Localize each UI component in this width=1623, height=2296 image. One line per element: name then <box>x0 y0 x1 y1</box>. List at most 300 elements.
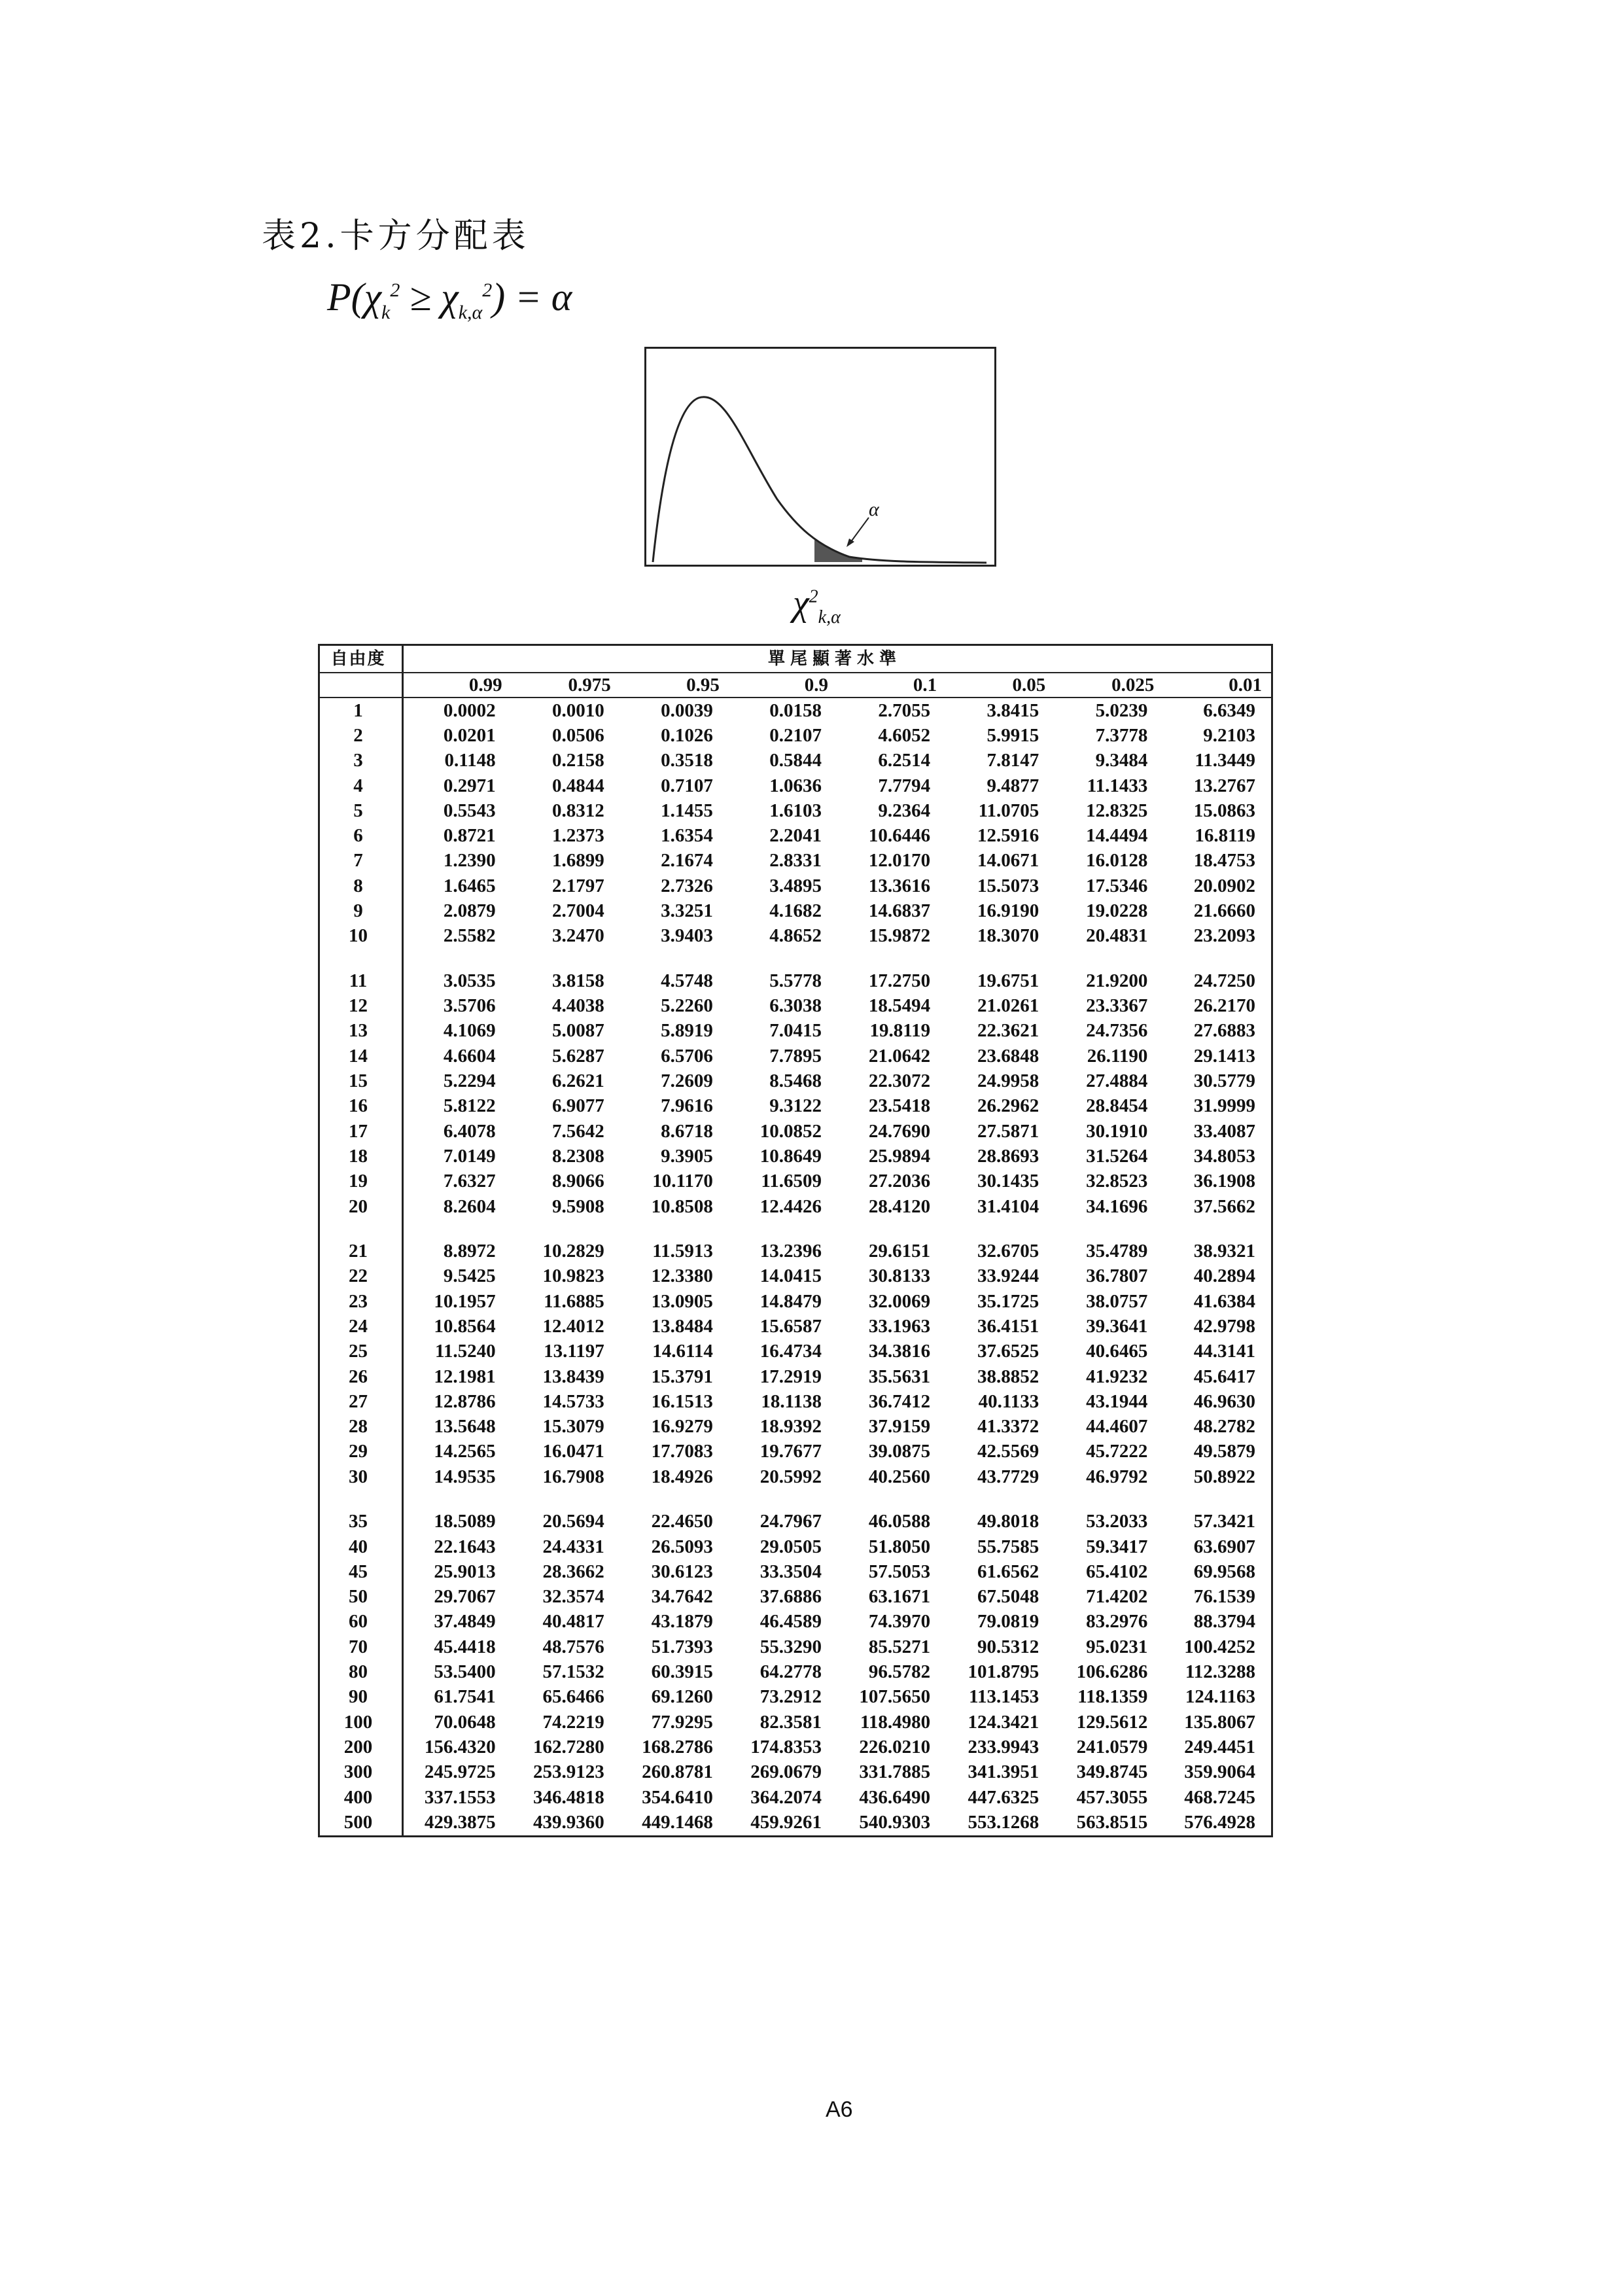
df-cell: 17 <box>319 1119 403 1144</box>
table-row <box>319 849 1272 874</box>
value-cell: 2.8331 <box>769 850 822 872</box>
table-row <box>319 1534 1272 1559</box>
critical-sub: k,α <box>818 607 841 628</box>
value-cell: 4.1682 <box>769 900 822 922</box>
value-cell: 24.4331 <box>542 1536 604 1557</box>
table-row <box>319 1415 1272 1439</box>
value-cell: 8.5468 <box>769 1070 822 1092</box>
value-cell: 13.2396 <box>759 1241 822 1262</box>
value-cell: 7.3778 <box>1095 724 1148 746</box>
value-cell: 9.2364 <box>878 800 931 821</box>
value-cell: 28.8454 <box>1086 1095 1148 1117</box>
value-cell: 3.8415 <box>986 699 1039 721</box>
table-row <box>319 1094 1272 1119</box>
value-cell: 30.6123 <box>651 1561 713 1582</box>
value-cell: 9.3484 <box>1095 750 1148 771</box>
value-cell: 5.8919 <box>661 1020 713 1042</box>
value-cell: 33.9244 <box>977 1265 1039 1287</box>
value-cell: 156.4320 <box>424 1736 496 1757</box>
value-cell: 16.8119 <box>1195 825 1255 847</box>
table-row <box>319 994 1272 1019</box>
value-cell: 16.4734 <box>759 1341 822 1362</box>
value-cell: 14.8479 <box>759 1290 822 1312</box>
table-body <box>319 698 1272 1837</box>
value-cell: 10.0852 <box>759 1120 822 1142</box>
value-cell: 40.2894 <box>1193 1265 1255 1287</box>
value-cell: 43.1879 <box>651 1611 713 1633</box>
value-cell: 21.6660 <box>1193 900 1255 922</box>
value-cell: 29.1413 <box>1193 1045 1255 1067</box>
value-cell: 36.7807 <box>1086 1265 1148 1287</box>
df-cell: 23 <box>319 1289 403 1314</box>
value-cell: 9.2103 <box>1203 724 1255 746</box>
value-cell: 24.7690 <box>868 1120 931 1142</box>
value-cell: 40.4817 <box>542 1611 604 1633</box>
density-curve-plot <box>646 349 994 565</box>
value-cell: 540.9303 <box>859 1812 931 1833</box>
value-cell: 0.7107 <box>661 775 713 796</box>
value-cell: 74.3970 <box>868 1611 931 1633</box>
value-cell: 12.0170 <box>868 850 931 872</box>
value-cell: 77.9295 <box>651 1711 713 1733</box>
level-header: 0.9 <box>729 673 837 698</box>
spacer-cell <box>403 1489 1272 1509</box>
value-cell: 14.9535 <box>434 1466 496 1487</box>
table-row <box>319 1659 1272 1684</box>
table-row <box>319 723 1272 748</box>
value-cell: 563.8515 <box>1076 1812 1148 1833</box>
value-cell: 42.5569 <box>977 1441 1039 1462</box>
value-cell: 45.4418 <box>434 1636 496 1657</box>
value-cell: 26.2962 <box>977 1095 1039 1117</box>
value-cell: 82.3581 <box>759 1711 822 1733</box>
value-cell: 18.5494 <box>868 995 931 1017</box>
spacer-cell <box>319 949 403 968</box>
value-cell: 70.0648 <box>434 1711 496 1733</box>
df-cell: 27 <box>319 1389 403 1414</box>
value-cell: 5.0087 <box>552 1020 604 1042</box>
value-cell: 24.7967 <box>759 1511 822 1532</box>
df-cell: 400 <box>319 1785 403 1810</box>
value-cell: 112.3288 <box>1185 1661 1255 1683</box>
df-header: 自由度 <box>319 645 403 673</box>
value-cell: 16.1513 <box>651 1390 713 1412</box>
df-cell: 14 <box>319 1044 403 1069</box>
formula-sub-k: k <box>381 302 391 323</box>
value-cell: 11.1433 <box>1087 775 1148 796</box>
value-cell: 64.2778 <box>759 1661 822 1683</box>
table-row <box>319 1069 1272 1093</box>
df-cell: 35 <box>319 1510 403 1534</box>
level-header: 0.95 <box>620 673 729 698</box>
value-cell: 40.2560 <box>868 1466 931 1487</box>
value-cell: 30.1910 <box>1086 1120 1148 1142</box>
value-cell: 41.6384 <box>1193 1290 1255 1312</box>
value-cell: 0.0039 <box>661 699 713 721</box>
value-cell: 576.4928 <box>1184 1812 1255 1833</box>
df-cell: 11 <box>319 968 403 993</box>
table-row <box>319 749 1272 773</box>
critical-sup: 2 <box>809 586 818 607</box>
value-cell: 6.4078 <box>443 1120 496 1142</box>
value-cell: 1.6354 <box>661 825 713 847</box>
value-cell: 29.0505 <box>759 1536 822 1557</box>
value-cell: 65.6466 <box>542 1686 604 1708</box>
value-cell: 21.9200 <box>1086 970 1148 991</box>
df-cell: 22 <box>319 1264 403 1289</box>
value-cell: 429.3875 <box>424 1812 496 1833</box>
value-cell: 19.6751 <box>977 970 1039 991</box>
value-cell: 18.9392 <box>759 1416 822 1438</box>
density-curve <box>653 397 986 563</box>
value-cell: 260.8781 <box>642 1761 713 1783</box>
value-cell: 45.6417 <box>1193 1366 1255 1387</box>
value-cell: 11.6509 <box>761 1171 822 1192</box>
value-cell: 30.1435 <box>977 1171 1039 1192</box>
df-cell: 26 <box>319 1364 403 1389</box>
value-cell: 8.2604 <box>443 1195 496 1217</box>
value-cell: 24.9958 <box>977 1070 1039 1092</box>
value-cell: 2.5582 <box>443 925 496 947</box>
value-cell: 55.3290 <box>759 1636 822 1657</box>
value-cell: 1.2390 <box>443 850 496 872</box>
value-cell: 553.1268 <box>968 1812 1039 1833</box>
value-cell: 11.3449 <box>1195 750 1255 771</box>
value-cell: 35.1725 <box>977 1290 1039 1312</box>
value-cell: 18.5089 <box>434 1511 496 1532</box>
value-cell: 4.6604 <box>443 1045 496 1067</box>
critical-chi: χ <box>793 583 809 624</box>
value-cell: 16.7908 <box>542 1466 604 1487</box>
formula-sup-2: 2 <box>390 279 400 301</box>
value-cell: 38.9321 <box>1193 1241 1255 1262</box>
value-cell: 16.0128 <box>1086 850 1148 872</box>
df-cell: 3 <box>319 749 403 773</box>
value-cell: 113.1453 <box>969 1686 1039 1708</box>
value-cell: 359.9064 <box>1184 1761 1255 1783</box>
value-cell: 2.7004 <box>552 900 604 922</box>
value-cell: 5.2294 <box>443 1070 496 1092</box>
value-cell: 12.4012 <box>542 1315 604 1337</box>
table-row <box>319 798 1272 823</box>
value-cell: 24.7250 <box>1193 970 1255 991</box>
value-cell: 4.5748 <box>661 970 713 991</box>
df-cell: 29 <box>319 1439 403 1464</box>
value-cell: 7.7895 <box>769 1045 822 1067</box>
value-cell: 8.6718 <box>661 1120 713 1142</box>
value-cell: 65.4102 <box>1086 1561 1148 1582</box>
df-cell: 13 <box>319 1019 403 1044</box>
value-cell: 12.4426 <box>759 1195 822 1217</box>
value-cell: 16.0471 <box>542 1441 604 1462</box>
value-cell: 2.7326 <box>661 875 713 896</box>
formula-lead: P(χ <box>327 275 382 319</box>
value-cell: 13.8484 <box>651 1315 713 1337</box>
value-cell: 37.4849 <box>434 1611 496 1633</box>
value-cell: 69.9568 <box>1193 1561 1255 1582</box>
spacer-cell <box>403 1219 1272 1239</box>
value-cell: 11.0705 <box>978 800 1039 821</box>
table-row <box>319 1019 1272 1044</box>
value-cell: 51.8050 <box>868 1536 931 1557</box>
value-cell: 439.9360 <box>533 1812 604 1833</box>
value-cell: 31.9999 <box>1193 1095 1255 1117</box>
df-cell: 4 <box>319 773 403 798</box>
value-cell: 0.0506 <box>552 724 604 746</box>
value-cell: 459.9261 <box>750 1812 822 1833</box>
value-cell: 85.5271 <box>868 1636 931 1657</box>
value-cell: 174.8353 <box>750 1736 822 1757</box>
value-cell: 18.1138 <box>761 1390 822 1412</box>
value-cell: 21.0642 <box>868 1045 931 1067</box>
value-cell: 17.7083 <box>651 1441 713 1462</box>
value-cell: 1.1455 <box>661 800 713 821</box>
value-cell: 0.0158 <box>769 699 822 721</box>
df-cell: 40 <box>319 1534 403 1559</box>
table-header-row <box>319 645 1272 673</box>
value-cell: 20.4831 <box>1086 925 1148 947</box>
value-cell: 40.6465 <box>1086 1341 1148 1362</box>
value-cell: 1.2373 <box>552 825 604 847</box>
value-cell: 19.0228 <box>1086 900 1148 922</box>
value-cell: 101.8795 <box>968 1661 1039 1683</box>
table-row <box>319 1634 1272 1659</box>
value-cell: 13.1197 <box>544 1341 604 1362</box>
df-header-blank <box>319 673 403 698</box>
value-cell: 0.0201 <box>443 724 496 746</box>
value-cell: 14.6114 <box>652 1341 713 1362</box>
value-cell: 57.1532 <box>542 1661 604 1683</box>
value-cell: 0.2158 <box>552 750 604 771</box>
value-cell: 17.2919 <box>759 1366 822 1387</box>
value-cell: 3.5706 <box>443 995 496 1017</box>
value-cell: 88.3794 <box>1193 1611 1255 1633</box>
value-cell: 17.2750 <box>868 970 931 991</box>
value-cell: 44.4607 <box>1086 1416 1148 1438</box>
value-cell: 10.8508 <box>651 1195 713 1217</box>
level-header: 0.05 <box>946 673 1055 698</box>
value-cell: 8.2308 <box>552 1145 604 1167</box>
formula-sup-2b: 2 <box>482 279 493 301</box>
value-cell: 63.6907 <box>1193 1536 1255 1557</box>
value-cell: 19.8119 <box>869 1020 931 1042</box>
value-cell: 37.5662 <box>1193 1195 1255 1217</box>
value-cell: 28.3662 <box>542 1561 604 1582</box>
df-cell: 7 <box>319 849 403 874</box>
value-cell: 79.0819 <box>977 1611 1039 1633</box>
table-row <box>319 1119 1272 1144</box>
df-cell: 45 <box>319 1559 403 1584</box>
df-cell: 6 <box>319 824 403 849</box>
group-spacer <box>319 1219 1272 1239</box>
value-cell: 28.4120 <box>868 1195 931 1217</box>
df-cell: 5 <box>319 798 403 823</box>
value-cell: 364.2074 <box>750 1786 822 1808</box>
table-row <box>319 1314 1272 1339</box>
value-cell: 32.3574 <box>542 1586 604 1608</box>
value-cell: 33.3504 <box>759 1561 822 1582</box>
df-cell: 19 <box>319 1169 403 1194</box>
value-cell: 341.3951 <box>968 1761 1039 1783</box>
table-row <box>319 968 1272 993</box>
value-cell: 60.3915 <box>651 1661 713 1683</box>
value-cell: 39.3641 <box>1086 1315 1148 1337</box>
df-cell: 300 <box>319 1760 403 1785</box>
table-row <box>319 1439 1272 1464</box>
value-cell: 13.0905 <box>651 1290 713 1312</box>
value-cell: 168.2786 <box>642 1736 713 1757</box>
value-cell: 53.2033 <box>1086 1511 1148 1532</box>
table-row <box>319 1339 1272 1364</box>
value-cell: 8.8972 <box>443 1241 496 1262</box>
value-cell: 39.0875 <box>868 1441 931 1462</box>
value-cell: 5.5778 <box>769 970 822 991</box>
value-cell: 26.1190 <box>1087 1045 1148 1067</box>
value-cell: 447.6325 <box>968 1786 1039 1808</box>
value-cell: 10.8649 <box>759 1145 822 1167</box>
value-cell: 162.7280 <box>533 1736 604 1757</box>
level-header: 0.01 <box>1163 673 1272 698</box>
value-cell: 36.4151 <box>977 1315 1039 1337</box>
value-cell: 0.8312 <box>552 800 604 821</box>
table-row <box>319 1810 1272 1836</box>
value-cell: 27.4884 <box>1086 1070 1148 1092</box>
df-cell: 12 <box>319 994 403 1019</box>
value-cell: 449.1468 <box>642 1812 713 1833</box>
value-cell: 90.5312 <box>977 1636 1039 1657</box>
table-row <box>319 874 1272 898</box>
value-cell: 3.4895 <box>769 875 822 896</box>
df-cell: 16 <box>319 1094 403 1119</box>
value-cell: 36.1908 <box>1193 1171 1255 1192</box>
value-cell: 106.6286 <box>1076 1661 1148 1683</box>
value-cell: 249.4451 <box>1184 1736 1255 1757</box>
value-cell: 59.3417 <box>1086 1536 1148 1557</box>
value-cell: 7.5642 <box>552 1120 604 1142</box>
value-cell: 0.3518 <box>661 750 713 771</box>
value-cell: 6.2621 <box>552 1070 604 1092</box>
value-cell: 61.7541 <box>434 1686 496 1708</box>
chi-square-density-figure <box>644 347 996 567</box>
value-cell: 12.8786 <box>434 1390 496 1412</box>
value-cell: 40.1133 <box>978 1390 1039 1412</box>
value-cell: 15.5073 <box>977 875 1039 896</box>
value-cell: 10.1957 <box>434 1290 496 1312</box>
value-cell: 14.6837 <box>868 900 931 922</box>
value-cell: 436.6490 <box>859 1786 931 1808</box>
probability-formula <box>327 275 572 324</box>
value-cell: 27.5871 <box>977 1120 1039 1142</box>
value-cell: 7.0149 <box>443 1145 496 1167</box>
value-cell: 63.1671 <box>868 1586 931 1608</box>
value-cell: 46.9792 <box>1086 1466 1148 1487</box>
alpha-levels-row <box>319 673 1272 698</box>
table-row <box>319 1735 1272 1759</box>
value-cell: 18.4753 <box>1193 850 1255 872</box>
value-cell: 226.0210 <box>859 1736 931 1757</box>
level-header: 0.99 <box>403 673 512 698</box>
value-cell: 12.5916 <box>977 825 1039 847</box>
value-cell: 20.5694 <box>542 1511 604 1532</box>
value-cell: 95.0231 <box>1086 1636 1148 1657</box>
table-row <box>319 1169 1272 1194</box>
value-cell: 21.0261 <box>977 995 1039 1017</box>
value-cell: 20.5992 <box>759 1466 822 1487</box>
value-cell: 37.9159 <box>868 1416 931 1438</box>
value-cell: 22.1643 <box>434 1536 496 1557</box>
value-cell: 4.1069 <box>443 1020 496 1042</box>
value-cell: 3.2470 <box>552 925 604 947</box>
table-row <box>319 1685 1272 1710</box>
table-row <box>319 1559 1272 1584</box>
value-cell: 7.7794 <box>878 775 931 796</box>
df-cell: 8 <box>319 874 403 898</box>
value-cell: 34.8053 <box>1193 1145 1255 1167</box>
value-cell: 3.9403 <box>661 925 713 947</box>
value-cell: 124.3421 <box>968 1711 1039 1733</box>
value-cell: 23.5418 <box>868 1095 931 1117</box>
value-cell: 3.8158 <box>552 970 604 991</box>
formula-mid: ≥ χ <box>400 275 459 319</box>
value-cell: 12.3380 <box>651 1265 713 1287</box>
value-cell: 13.8439 <box>542 1366 604 1387</box>
value-cell: 13.5648 <box>434 1416 496 1438</box>
chi-square-table <box>318 644 1273 1837</box>
value-cell: 0.1026 <box>661 724 713 746</box>
value-cell: 337.1553 <box>424 1786 496 1808</box>
table-row <box>319 1510 1272 1534</box>
value-cell: 16.9279 <box>651 1416 713 1438</box>
value-cell: 35.4789 <box>1086 1241 1148 1262</box>
value-cell: 0.2971 <box>443 775 496 796</box>
spacer-cell <box>319 1219 403 1239</box>
value-cell: 5.9915 <box>986 724 1039 746</box>
value-cell: 20.0902 <box>1193 875 1255 896</box>
value-cell: 124.1163 <box>1185 1686 1255 1708</box>
value-cell: 5.8122 <box>443 1095 496 1117</box>
table-row <box>319 773 1272 798</box>
value-cell: 15.9872 <box>868 925 931 947</box>
spacer-cell <box>403 949 1272 968</box>
formula-tail: ) = α <box>492 275 572 319</box>
value-cell: 38.0757 <box>1086 1290 1148 1312</box>
df-cell: 21 <box>319 1239 403 1263</box>
value-cell: 26.5093 <box>651 1536 713 1557</box>
value-cell: 468.7245 <box>1184 1786 1255 1808</box>
df-cell: 15 <box>319 1069 403 1093</box>
value-cell: 55.7585 <box>977 1536 1039 1557</box>
value-cell: 245.9725 <box>424 1761 496 1783</box>
value-cell: 7.0415 <box>769 1020 822 1042</box>
value-cell: 49.8018 <box>977 1511 1039 1532</box>
value-cell: 10.6446 <box>868 825 931 847</box>
df-cell: 2 <box>319 723 403 748</box>
value-cell: 118.4980 <box>860 1711 931 1733</box>
value-cell: 14.5733 <box>542 1390 604 1412</box>
value-cell: 17.5346 <box>1086 875 1148 896</box>
value-cell: 1.0636 <box>769 775 822 796</box>
value-cell: 10.2829 <box>542 1241 604 1262</box>
value-cell: 22.3621 <box>977 1020 1039 1042</box>
value-cell: 24.7356 <box>1086 1020 1148 1042</box>
value-cell: 8.9066 <box>552 1171 604 1192</box>
value-cell: 22.4650 <box>651 1511 713 1532</box>
df-cell: 30 <box>319 1464 403 1489</box>
value-cell: 43.7729 <box>977 1466 1039 1487</box>
value-cell: 30.8133 <box>868 1265 931 1287</box>
value-cell: 0.1148 <box>444 750 496 771</box>
value-cell: 5.2260 <box>661 995 713 1017</box>
